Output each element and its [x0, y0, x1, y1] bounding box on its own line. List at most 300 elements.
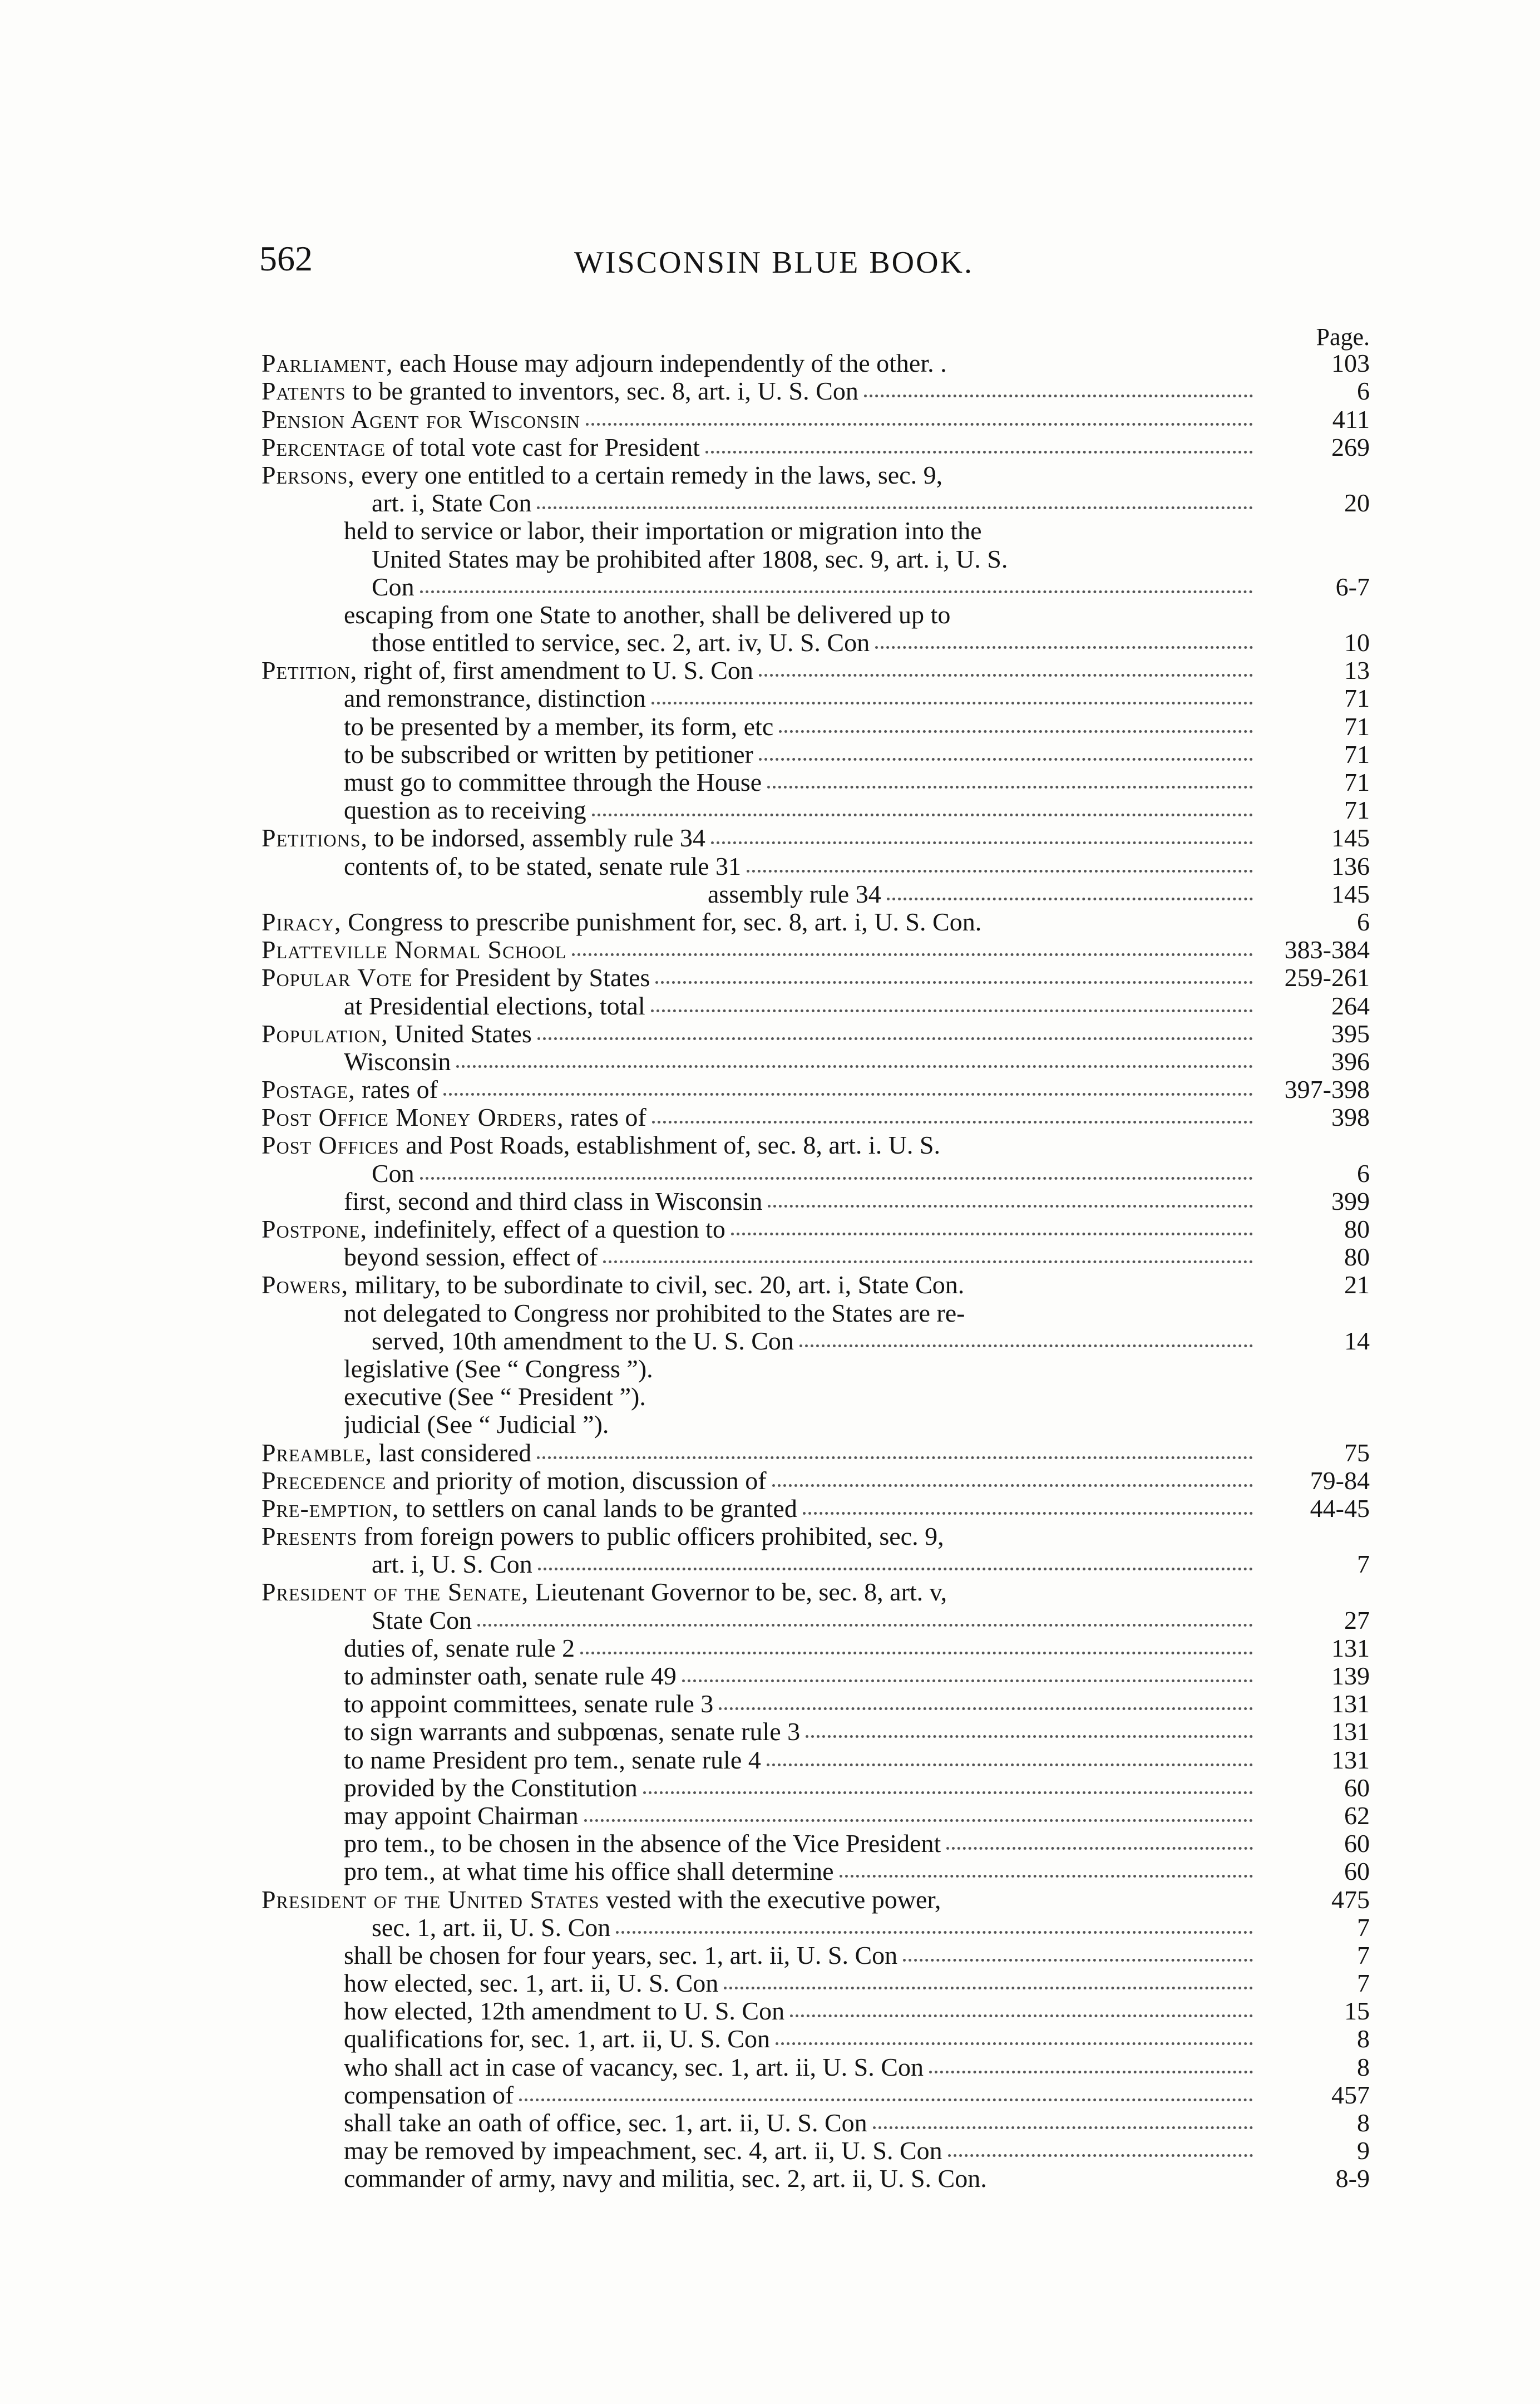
entry-description: for President by States: [412, 964, 650, 992]
entry-description: Lieutenant Governor to be, sec. 8, art. v,: [529, 1578, 947, 1607]
index-entry: [261, 349, 1370, 377]
entry-page-number: 60: [1344, 1857, 1370, 1886]
dot-leader: [655, 981, 1253, 984]
entry-text: [344, 1969, 718, 1997]
entry-page-number: 145: [1331, 824, 1370, 853]
entry-text: [261, 349, 947, 377]
entry-description: from foreign powers to public officers prohibited, sec. 9,: [357, 1523, 944, 1551]
entry-description: Wisconsin: [344, 1047, 451, 1076]
dot-leader: [806, 1735, 1253, 1738]
entry-text: [344, 713, 773, 741]
dot-leader: [779, 730, 1253, 733]
entry-headword: Persons,: [261, 461, 355, 489]
entry-text: [372, 1914, 610, 1942]
index-entry: [261, 1774, 1370, 1802]
entry-text: [261, 1076, 438, 1104]
index-entry: [261, 1299, 1370, 1327]
entry-page-number: 131: [1331, 1689, 1370, 1718]
entry-headword: President of the Senate,: [261, 1578, 529, 1607]
entry-page-number: 80: [1344, 1243, 1370, 1272]
index-entry: [261, 1411, 1370, 1439]
entry-page-number: 8-9: [1335, 2164, 1370, 2193]
entry-page-number: 21: [1344, 1270, 1370, 1299]
entry-headword: Powers,: [261, 1271, 349, 1299]
dot-leader: [887, 898, 1253, 900]
entry-text: [344, 1802, 579, 1830]
entry-page-number: 14: [1344, 1326, 1370, 1355]
entry-description: not delegated to Congress nor prohibited to the States are re-: [344, 1299, 965, 1327]
entry-page-number: 10: [1344, 628, 1370, 657]
entry-page-number: 269: [1331, 432, 1370, 461]
dot-leader: [651, 1009, 1253, 1012]
index-entry: [261, 992, 1370, 1019]
entry-description: provided by the Constitution: [344, 1774, 638, 1802]
entry-text: [261, 964, 650, 992]
entry-text: [344, 2081, 514, 2109]
dot-leader: [864, 395, 1253, 397]
entry-headword: Preamble,: [261, 1439, 372, 1467]
entry-description: to name President pro tem., senate rule 4: [344, 1746, 761, 1774]
dot-leader: [768, 1205, 1253, 1208]
entry-page-number: 13: [1344, 656, 1370, 685]
entry-description: to appoint committees, senate rule 3: [344, 1690, 714, 1718]
entry-text: [261, 936, 566, 964]
entry-text: [372, 545, 1008, 573]
entry-description: United States: [388, 1019, 532, 1048]
entry-text: [261, 461, 942, 489]
entry-description: may appoint Chairman: [344, 1801, 579, 1830]
entry-headword: Piracy,: [261, 908, 342, 936]
entry-description: pro tem., to be chosen in the absence of the Vice President: [344, 1830, 941, 1858]
entry-page-number: 131: [1331, 1745, 1370, 1774]
index-entry: [261, 2109, 1370, 2137]
entry-page-number: 71: [1344, 712, 1370, 741]
dot-leader: [572, 953, 1253, 956]
entry-headword: Population,: [261, 1019, 388, 1048]
index-entry: [261, 1495, 1370, 1523]
entry-page-number: 131: [1331, 1633, 1370, 1662]
index-entry: [261, 517, 1370, 545]
running-title: WISCONSIN BLUE BOOK.: [574, 245, 974, 280]
entry-description: Con: [372, 1159, 414, 1188]
index-entry: [261, 601, 1370, 629]
entry-page-number: 131: [1331, 1717, 1370, 1746]
entry-description: United States may be prohibited after 1808, sec. 9, art. i, U. S.: [372, 545, 1008, 573]
index-entry: [261, 1243, 1370, 1271]
entry-description: to adminster oath, senate rule 49: [344, 1662, 677, 1690]
dot-leader: [420, 590, 1253, 593]
entry-page-number: 20: [1344, 489, 1370, 518]
entry-description: to settlers on canal lands to be granted: [399, 1494, 797, 1523]
dot-leader: [477, 1624, 1253, 1627]
index-entry: [261, 908, 1370, 936]
dot-leader: [538, 1568, 1253, 1570]
entry-description: first, second and third class in Wisconsin: [344, 1187, 763, 1215]
entry-page-number: 395: [1331, 1019, 1370, 1048]
entry-page-number: 71: [1344, 740, 1370, 769]
entry-headword: Postage,: [261, 1076, 356, 1104]
page-number: 562: [259, 239, 313, 278]
dot-leader: [651, 702, 1253, 705]
dot-leader: [682, 1679, 1253, 1682]
entry-page-number: 136: [1331, 851, 1370, 880]
entry-text: [344, 1942, 897, 1969]
entry-page-number: 7: [1357, 1969, 1370, 1998]
dot-leader: [767, 786, 1253, 789]
entry-text: [261, 1215, 725, 1243]
entry-page-number: 62: [1344, 1801, 1370, 1830]
index-entry: [261, 1048, 1370, 1076]
dot-leader: [724, 1987, 1253, 1989]
entry-description: Congress to prescribe punishment for, sec. 8, art. i, U. S. Con.: [341, 908, 982, 936]
entry-text: [344, 1997, 784, 2025]
index-entry: [261, 1858, 1370, 1885]
entry-text: [344, 601, 950, 629]
entry-page-number: 6: [1357, 1159, 1370, 1188]
entry-text: [372, 1160, 414, 1188]
entry-description: compensation of: [344, 2081, 514, 2109]
index-entry: [261, 1523, 1370, 1550]
index-entry: [261, 1746, 1370, 1774]
entry-text: [261, 1439, 531, 1467]
entry-text: [261, 377, 858, 405]
entry-page-number: 7: [1357, 1913, 1370, 1942]
entry-text: [372, 1607, 472, 1634]
entry-text: [344, 741, 753, 769]
entry-text: [344, 684, 646, 712]
entry-text: [344, 1048, 451, 1076]
entry-page-number: 139: [1331, 1662, 1370, 1690]
entry-headword: Platteville Normal School: [261, 936, 567, 964]
index-entry: [261, 1578, 1370, 1606]
entry-page-number: 27: [1344, 1605, 1370, 1634]
entry-text: [344, 517, 982, 545]
entry-description: and priority of motion, discussion of: [386, 1466, 767, 1495]
entry-text: [261, 1523, 944, 1550]
entry-page-number: 71: [1344, 796, 1370, 825]
entry-description: to be presented by a member, its form, etc: [344, 712, 774, 741]
dot-leader: [790, 2014, 1253, 2017]
entry-page-number: 79-84: [1310, 1466, 1370, 1495]
entry-text: [261, 406, 580, 433]
entry-description: art. i, State Con: [372, 489, 532, 518]
entry-headword: Petitions,: [261, 824, 368, 853]
index-entry: [261, 489, 1370, 517]
index-entry: [261, 2081, 1370, 2109]
index-entry: [261, 1104, 1370, 1131]
index-list: [261, 323, 1370, 2193]
dot-leader: [537, 1456, 1253, 1459]
dot-leader: [776, 2042, 1253, 2045]
entry-description: escaping from one State to another, shall be delivered up to: [344, 600, 951, 629]
dot-leader: [840, 1875, 1253, 1878]
entry-text: [344, 769, 762, 796]
index-entry: [261, 461, 1370, 489]
entry-text: [261, 1020, 532, 1048]
entry-description: how elected, sec. 1, art. ii, U. S. Con: [344, 1969, 719, 1998]
dot-leader: [747, 870, 1253, 873]
index-entry: [261, 741, 1370, 769]
entry-description: art. i, U. S. Con: [372, 1550, 532, 1579]
dot-leader: [443, 1093, 1253, 1096]
entry-text: [344, 1690, 713, 1718]
entry-page-number: 80: [1344, 1215, 1370, 1243]
entry-headword: Parliament,: [261, 349, 393, 378]
entry-text: [372, 489, 531, 517]
entry-description: rates of: [355, 1076, 438, 1104]
dot-leader: [929, 2071, 1253, 2073]
index-entry: [261, 377, 1370, 405]
entry-text: [344, 1634, 575, 1662]
entry-text: [344, 796, 586, 824]
dot-leader: [643, 1791, 1253, 1794]
index-entry: [261, 2165, 1370, 2193]
entry-description: rates of: [564, 1104, 646, 1132]
entry-text: [261, 824, 705, 852]
entry-page-number: 397-398: [1284, 1075, 1370, 1104]
entry-headword: Precedence: [261, 1466, 387, 1495]
page-column-label: Page.: [1316, 323, 1370, 351]
dot-leader: [711, 841, 1253, 844]
entry-headword: Patents: [261, 377, 346, 406]
index-entry: [261, 1383, 1370, 1411]
dot-leader: [759, 758, 1253, 761]
index-entry: [261, 1997, 1370, 2025]
entry-description: held to service or labor, their importation or migration into the: [344, 517, 982, 545]
entry-page-number: 9: [1357, 2136, 1370, 2165]
entry-page-number: 44-45: [1310, 1494, 1370, 1523]
entry-text: [372, 1550, 532, 1578]
index-entry: [261, 657, 1370, 684]
entry-description: beyond session, effect of: [344, 1243, 598, 1272]
entry-text: [261, 1467, 767, 1495]
index-entry: [261, 2025, 1370, 2053]
entry-description: legislative (See “ Congress ”).: [344, 1354, 653, 1383]
entry-text: [261, 657, 753, 684]
index-entry: [261, 964, 1370, 992]
entry-headword: Percentage: [261, 433, 386, 461]
entry-text: [344, 2165, 987, 2193]
entry-description: last considered: [372, 1439, 532, 1467]
entry-headword: Presents: [261, 1523, 358, 1551]
index-entry: [261, 1969, 1370, 1997]
index-entry: [261, 405, 1370, 433]
index-entry: [261, 712, 1370, 740]
entry-page-number: 6-7: [1335, 572, 1370, 601]
entry-text: [344, 2053, 924, 2081]
entry-headword: Petition,: [261, 657, 358, 685]
index-entry: [261, 1131, 1370, 1159]
index-entry: [261, 1020, 1370, 1048]
entry-page-number: 457: [1331, 2080, 1370, 2109]
entry-text: [344, 1299, 965, 1327]
entry-description: military, to be subordinate to civil, sec. 20, art. i, State Con.: [348, 1271, 965, 1299]
entry-text: [344, 1243, 598, 1271]
entry-text: [344, 1411, 609, 1439]
index-entry: [261, 1550, 1370, 1578]
index-entry: [261, 1327, 1370, 1355]
index-entry: [261, 1718, 1370, 1746]
index-entry: [261, 1802, 1370, 1830]
entry-text: [372, 1327, 794, 1355]
entry-headword: Post Office Money Orders,: [261, 1104, 564, 1132]
dot-leader: [537, 506, 1253, 509]
dot-leader: [772, 1484, 1253, 1487]
dot-leader: [767, 1763, 1253, 1766]
index-entry: [261, 629, 1370, 657]
entry-page-number: 71: [1344, 768, 1370, 796]
index-entry: [261, 2137, 1370, 2165]
dot-leader: [603, 1260, 1253, 1263]
entry-headword: Pension Agent for Wisconsin: [261, 405, 580, 433]
entry-description: contents of, to be stated, senate rule 31: [344, 852, 742, 880]
entry-page-number: 264: [1331, 991, 1370, 1020]
entry-text: [261, 1104, 646, 1131]
index-entry: [261, 1215, 1370, 1243]
entry-description: executive (See “ President ”).: [344, 1383, 646, 1411]
entry-text: [344, 1858, 834, 1885]
dot-leader: [456, 1065, 1253, 1068]
entry-text: [344, 2137, 942, 2165]
entry-description: shall take an oath of office, sec. 1, art. ii, U. S. Con: [344, 2109, 867, 2137]
entry-headword: Post Offices: [261, 1131, 399, 1160]
dot-leader: [537, 1037, 1253, 1040]
entry-text: [344, 1774, 638, 1802]
entry-text: [261, 1271, 964, 1299]
entry-text: [344, 1746, 761, 1774]
entry-page-number: 8: [1357, 2109, 1370, 2137]
entry-text: [261, 1131, 940, 1159]
dot-leader: [719, 1707, 1253, 1710]
entry-description: sec. 1, art. ii, U. S. Con: [372, 1913, 611, 1942]
entry-description: served, 10th amendment to the U. S. Con: [372, 1327, 794, 1355]
dot-leader: [580, 1652, 1253, 1654]
entry-description: assembly rule 34: [708, 880, 881, 908]
entry-text: [344, 2109, 867, 2137]
index-entry: [261, 1271, 1370, 1299]
dot-leader: [592, 814, 1253, 816]
entry-text: [261, 1886, 941, 1914]
entry-page-number: 71: [1344, 684, 1370, 713]
entry-description: to be subscribed or written by petitioner: [344, 740, 753, 769]
index-entry: [261, 1188, 1370, 1215]
entry-text: [344, 2025, 770, 2053]
entry-headword: Pre-emption,: [261, 1494, 399, 1523]
entry-description: indefinitely, effect of a question to: [367, 1215, 725, 1243]
dot-leader: [873, 2126, 1253, 2129]
page-column-header: [261, 323, 1370, 349]
index-entry: [261, 1439, 1370, 1466]
entry-description: each House may adjourn independently of the other. .: [393, 349, 947, 378]
entry-page-number: 75: [1344, 1438, 1370, 1467]
entry-description: every one entitled to a certain remedy in the laws, sec. 9,: [354, 461, 943, 489]
entry-description: right of, first amendment to U. S. Con: [357, 657, 753, 685]
entry-description: question as to receiving: [344, 796, 586, 825]
entry-text: [261, 1578, 947, 1606]
entry-text: [344, 1830, 941, 1858]
index-entry: [261, 1942, 1370, 1969]
dot-leader: [875, 646, 1253, 649]
entry-headword: President of the United States: [261, 1885, 600, 1914]
entry-description: shall be chosen for four years, sec. 1, art. ii, U. S. Con: [344, 1941, 898, 1969]
index-entry: [261, 2053, 1370, 2081]
index-entry: [261, 573, 1370, 601]
entry-text: [372, 629, 870, 657]
entry-text: [708, 880, 881, 908]
entry-description: qualifications for, sec. 1, art. ii, U. S. Con: [344, 2025, 770, 2053]
index-entry: [261, 545, 1370, 573]
index-entry: [261, 433, 1370, 461]
entry-page-number: 8: [1357, 2052, 1370, 2081]
index-entry: [261, 769, 1370, 796]
index-entry: [261, 880, 1370, 908]
dot-leader: [519, 2098, 1253, 2101]
entry-description: State Con: [372, 1606, 472, 1634]
entry-description: who shall act in case of vacancy, sec. 1, art. ii, U. S. Con: [344, 2053, 924, 2081]
dot-leader: [759, 674, 1253, 677]
entry-description: Con: [372, 573, 414, 601]
index-entry: [261, 1830, 1370, 1858]
index-entry: [261, 1355, 1370, 1383]
entry-text: [372, 573, 414, 601]
dot-leader: [803, 1512, 1253, 1515]
entry-text: [344, 1662, 677, 1690]
entry-page-number: 399: [1331, 1186, 1370, 1215]
entry-description: to be granted to inventors, sec. 8, art. i, U. S. Con: [345, 377, 858, 406]
dot-leader: [731, 1233, 1253, 1235]
entry-headword: Popular Vote: [261, 964, 413, 992]
entry-description: judicial (See “ Judicial ”).: [344, 1411, 609, 1439]
index-entry: [261, 684, 1370, 712]
entry-description: and Post Roads, establishment of, sec. 8, art. i. U. S.: [399, 1131, 940, 1160]
dot-leader: [948, 2154, 1253, 2157]
index-entry: [261, 796, 1370, 824]
dot-leader: [586, 423, 1253, 426]
entry-description: of total vote cast for President: [386, 433, 700, 461]
entry-text: [261, 433, 700, 461]
entry-page-number: 60: [1344, 1829, 1370, 1858]
entry-page-number: 259-261: [1284, 963, 1370, 992]
entry-headword: Postpone,: [261, 1215, 368, 1243]
index-entry: [261, 852, 1370, 880]
index-entry: [261, 1467, 1370, 1495]
index-entry: [261, 1690, 1370, 1718]
entry-description: must go to committee through the House: [344, 769, 762, 796]
index-entry: [261, 1885, 1370, 1913]
index-entry: [261, 1076, 1370, 1104]
entry-page-number: 383-384: [1284, 935, 1370, 964]
entry-page-number: 411: [1332, 405, 1370, 433]
entry-text: [344, 1383, 646, 1411]
entry-description: to be indorsed, assembly rule 34: [368, 824, 705, 853]
entry-text: [344, 992, 645, 1020]
dot-leader: [799, 1344, 1253, 1347]
index-entry: [261, 936, 1370, 964]
entry-description: at Presidential elections, total: [344, 992, 645, 1020]
dot-leader: [652, 1121, 1253, 1124]
entry-text: [261, 908, 981, 936]
entry-page-number: 103: [1331, 349, 1370, 378]
entry-description: those entitled to service, sec. 2, art. iv, U. S. Con: [372, 629, 870, 657]
entry-page-number: 6: [1357, 907, 1370, 936]
entry-text: [344, 1355, 653, 1383]
entry-description: commander of army, navy and militia, sec. 2, art. ii, U. S. Con.: [344, 2165, 987, 2193]
entry-description: and remonstrance, distinction: [344, 684, 646, 713]
entry-description: duties of, senate rule 2: [344, 1634, 575, 1662]
entry-page-number: 6: [1357, 377, 1370, 406]
dot-leader: [420, 1177, 1253, 1180]
entry-description: pro tem., at what time his office shall determine: [344, 1858, 834, 1886]
